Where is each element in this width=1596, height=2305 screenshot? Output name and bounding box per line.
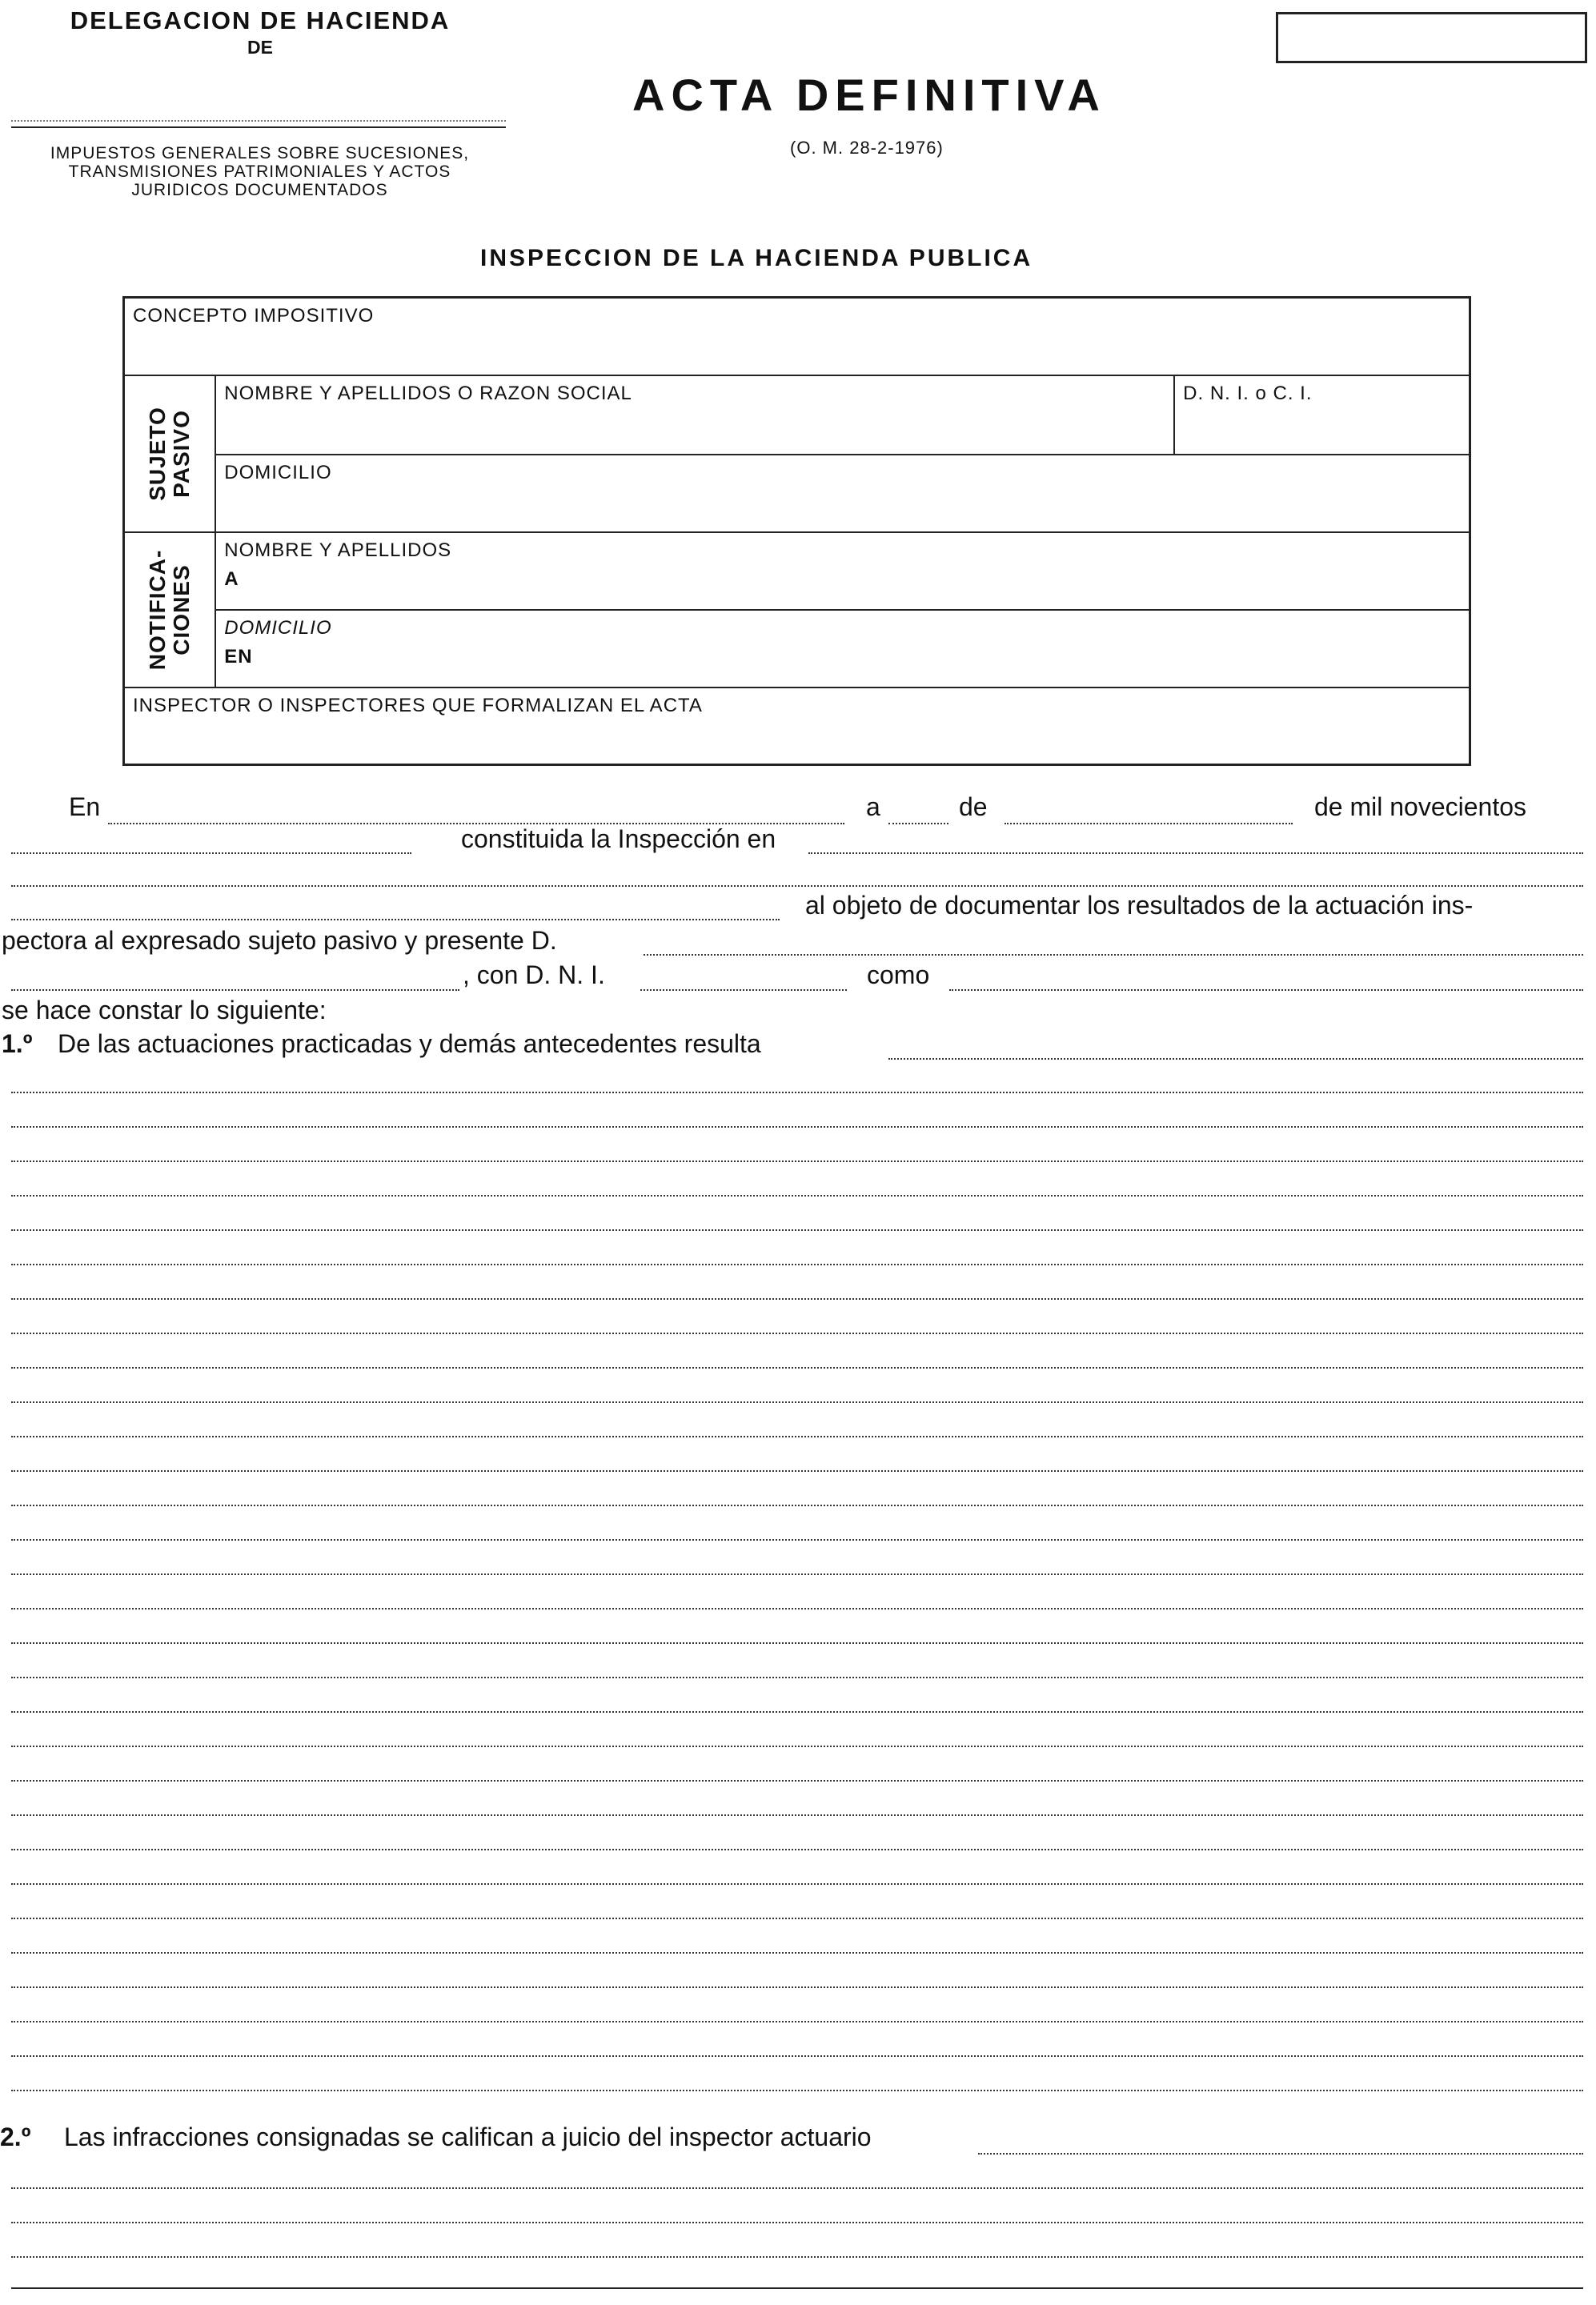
ruled-line[interactable]: [11, 1333, 1583, 1334]
ruled-line[interactable]: [11, 1711, 1583, 1713]
ruled-line[interactable]: [11, 1161, 1583, 1162]
year-fill-line[interactable]: [11, 852, 411, 854]
domicilio-label: DOMICILIO: [224, 461, 332, 483]
section-title: INSPECCION DE LA HACIENDA PUBLICA: [480, 245, 1033, 271]
taxes-description: [10, 144, 510, 199]
body-a: a: [866, 792, 880, 821]
ruled-line[interactable]: [11, 1264, 1583, 1265]
ruled-line[interactable]: [11, 1436, 1583, 1437]
ruled-line[interactable]: [11, 1746, 1583, 1747]
ruled-line[interactable]: [11, 1918, 1583, 1919]
header-divider: [11, 126, 506, 128]
sujeto-label-line1: SUJETO: [145, 406, 170, 501]
body-como: como: [867, 960, 930, 989]
ruled-line[interactable]: [11, 1780, 1583, 1782]
dni-fill-line[interactable]: [640, 989, 847, 991]
body-de: de: [959, 792, 988, 821]
header-left: [24, 6, 496, 59]
presente-fill-line[interactable]: [644, 954, 1583, 956]
item1-number: 1.º: [2, 1029, 33, 1058]
inspectores-field[interactable]: [124, 687, 1470, 765]
dni-label: D. N. I. o C. I.: [1183, 382, 1313, 404]
body-al-objeto: al objeto de documentar los resultados de la actuación ins-: [805, 891, 1474, 920]
ruled-line[interactable]: [11, 1367, 1583, 1369]
body-con-dni: , con D. N. I.: [463, 960, 605, 989]
nombre-razon-field[interactable]: [215, 375, 1174, 455]
ruled-line[interactable]: [11, 1298, 1583, 1300]
ruled-line[interactable]: [11, 1986, 1583, 1988]
taxes-line-3: JURIDICOS DOCUMENTADOS: [131, 181, 388, 199]
ruled-line[interactable]: [11, 1126, 1583, 1128]
ruled-line[interactable]: [11, 2256, 1583, 2258]
notif-prefix-en: EN: [224, 645, 253, 667]
inspectores-label: INSPECTOR O INSPECTORES QUE FORMALIZAN EL ACTA: [133, 694, 703, 716]
ruled-line[interactable]: [11, 2055, 1583, 2057]
notificaciones-label: [146, 549, 194, 670]
notif-label-line1: NOTIFICA-: [145, 549, 170, 670]
notif-domicilio-field[interactable]: [215, 610, 1470, 687]
ruled-line[interactable]: [11, 1849, 1583, 1850]
ruled-line[interactable]: [11, 1952, 1583, 1954]
order-reference: (O. M. 28-2-1976): [790, 138, 944, 158]
ruled-line[interactable]: [11, 1092, 1583, 1093]
ruled-line[interactable]: [11, 1573, 1583, 1575]
notif-domicilio-label: DOMICILIO: [224, 616, 332, 639]
body-en: En: [69, 792, 101, 821]
item2-fill-line[interactable]: [978, 2153, 1583, 2155]
item1-fill-line[interactable]: [888, 1058, 1583, 1060]
sujeto-label-line2: PASIVO: [169, 409, 194, 498]
name-fill-line[interactable]: [11, 989, 459, 991]
taxes-line-2: TRANSMISIONES PATRIMONIALES Y ACTOS: [68, 162, 451, 181]
concepto-field[interactable]: [124, 298, 1470, 375]
fill-line[interactable]: [11, 885, 1583, 887]
ruled-line[interactable]: [11, 1195, 1583, 1197]
notificaciones-group: [124, 532, 216, 687]
domicilio-field[interactable]: [215, 455, 1470, 532]
sujeto-pasivo-label: [146, 407, 194, 501]
ruled-line[interactable]: [11, 1505, 1583, 1506]
ruled-line[interactable]: [11, 1883, 1583, 1885]
notif-nombre-field[interactable]: [215, 532, 1470, 610]
month-fill-line[interactable]: [1005, 823, 1293, 824]
ruled-line[interactable]: [11, 2187, 1583, 2189]
reference-number-box[interactable]: [1276, 12, 1587, 63]
taxpayer-form-table: [122, 296, 1471, 766]
sujeto-pasivo-group: [124, 375, 216, 532]
concepto-label: CONCEPTO IMPOSITIVO: [133, 305, 375, 327]
day-fill-line[interactable]: [888, 823, 948, 824]
ruled-line[interactable]: [11, 2090, 1583, 2091]
item1-text: De las actuaciones practicadas y demás antecedentes resulta: [58, 1029, 761, 1058]
document-title: ACTA DEFINITIVA: [632, 70, 1106, 120]
ruled-line[interactable]: [11, 2287, 1583, 2289]
notif-label-line2: CIONES: [169, 563, 194, 655]
ruled-line[interactable]: [11, 1642, 1583, 1644]
department-de: DE: [247, 37, 273, 58]
department-fill-line[interactable]: [11, 120, 506, 122]
ruled-line[interactable]: [11, 1677, 1583, 1678]
body-se-hace: se hace constar lo siguiente:: [2, 996, 327, 1024]
body-constituida: constituida la Inspección en: [461, 824, 776, 853]
ruled-line[interactable]: [11, 1539, 1583, 1541]
nombre-razon-label: NOMBRE Y APELLIDOS O RAZON SOCIAL: [224, 382, 632, 404]
ruled-line[interactable]: [11, 1401, 1583, 1403]
ruled-line[interactable]: [11, 2021, 1583, 2022]
taxes-line-1: IMPUESTOS GENERALES SOBRE SUCESIONES,: [50, 144, 470, 162]
ruled-line[interactable]: [11, 1229, 1583, 1231]
ruled-line[interactable]: [11, 1470, 1583, 1472]
body-pectora: pectora al expresado sujeto pasivo y presente D.: [2, 926, 557, 955]
inspection-place-fill-line[interactable]: [808, 852, 1583, 854]
item2-number: 2.º: [0, 2123, 31, 2151]
ruled-line[interactable]: [11, 1608, 1583, 1609]
department-name: DELEGACION DE HACIENDA: [70, 6, 451, 34]
item2-text: Las infracciones consignadas se califican a juicio del inspector actuario: [64, 2123, 872, 2151]
body-de-mil: de mil novecientos: [1314, 792, 1527, 821]
dni-field[interactable]: [1174, 375, 1470, 455]
ruled-line[interactable]: [11, 2222, 1583, 2223]
notif-nombre-label: NOMBRE Y APELLIDOS: [224, 539, 452, 561]
notif-prefix-a: A: [224, 567, 239, 590]
ruled-line[interactable]: [11, 1814, 1583, 1816]
role-fill-line[interactable]: [949, 989, 1583, 991]
fill-line[interactable]: [11, 919, 780, 920]
